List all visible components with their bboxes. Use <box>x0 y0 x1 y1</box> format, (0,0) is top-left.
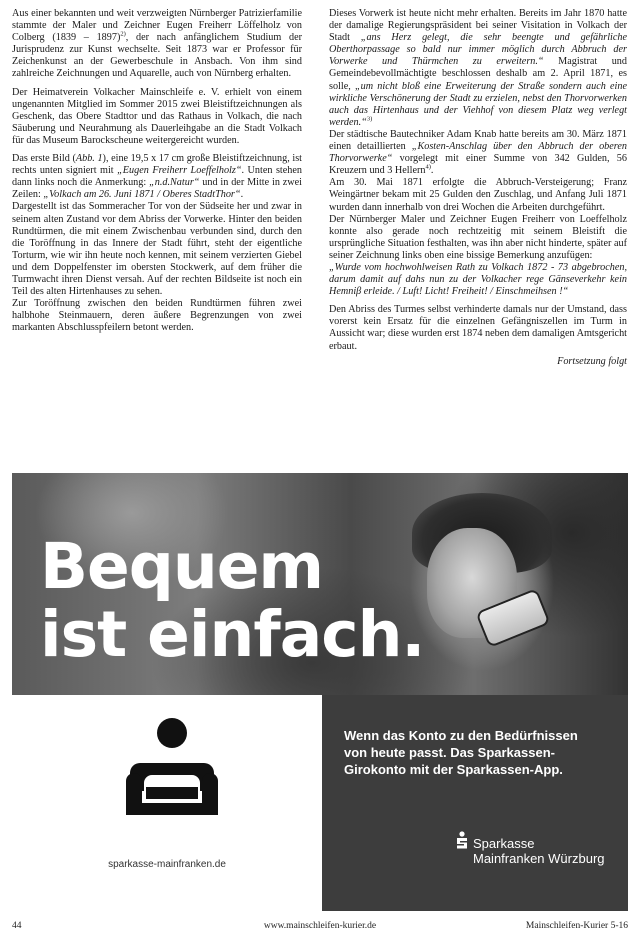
footer-issue: Mainschleifen-Kurier 5-16 <box>525 921 628 931</box>
article-left-column <box>12 8 302 340</box>
footnote-ref: 4) <box>425 163 431 171</box>
sparkasse-advertisement <box>12 473 628 911</box>
paragraph: Das erste Bild (Abb. 1), eine 19,5 x 17 cm große Bleistiftzeichnung, ist rechts unten signiert mit „Eugen Freiherr Loeffelholz“. Unten stehen dann links noch die Anmerkung: „n.d.Natur“ und in der Mitte in zwei Zeilen: „Volkach am 26. Juni 1871 / Oberes StadtThor“. <box>12 153 302 201</box>
ad-icon-panel <box>12 695 322 911</box>
footnote-ref: 3) <box>366 115 373 123</box>
figure-reference: Abb. 1 <box>75 153 103 165</box>
ad-headline: Bequem ist einfach. <box>40 530 425 671</box>
paragraph: Der Heimatverein Volkacher Mainschleife e. V. erhielt von einem ungenannten Mitglied im Sommer 2015 zwei Bleistiftzeichnungen als Geschenk, das Obere Stadttor und das Rathaus in Volkach, die nach Säuberung und Neurahmung als Dauerleihgabe an die Stadt Volkach für das Museum Barockscheune weitergereicht wurden. <box>12 86 302 146</box>
paragraph: Zur Toröffnung zwischen den beiden Rundtürmen führen zwei halbhohe Steinmauern, deren äußere Begrenzungen von zwei markanten Abschlusspfeilern betont werden. <box>12 298 302 334</box>
page-number: 44 <box>12 921 22 931</box>
paragraph: Aus einer bekannten und weit verzweigten Nürnberger Patrizierfamilie stammte der Maler und Zeichner Eugen Freiherr Löffelholz von Colberg (1839 – 1897)$^{2)}$, der nach anfänglichem Studium der Jurisprudenz zur Kunst wechselte. Seit 1873 war er Professor für Zeichenkunst an der Gewerbeschule in Ansbach. Von ihm sind zahlreiche Zeichnungen und Aquarelle, auch von Nürnberg erhalten. <box>12 8 303 80</box>
block-quote: „Wurde vom hochwohlweisen Rath zu Volkach 1872 - 73 abgebrochen, darum damit auf dahs nun zu der Volkacher rege Gänseverkehr kein Hemniβ erleide. / Luft! Licht! Freiheit! / Einschmeihsen !“ <box>329 261 627 298</box>
ad-copy: Wenn das Konto zu den Bedürfnissen von heute passt. Das Sparkassen- Girokonto mit der Sparkassen-App. <box>344 728 578 777</box>
continued-note: Fortsetzung folgt <box>557 355 627 367</box>
paragraph: Der städtische Bautechniker Adam Knab hatte bereits am 30. März 1871 einen detaillierten „Kosten-Anschlag über den Abbruch der oberen Thorvorwerke“ vorgelegt mit einer Summe von 342 Gulden, 56 Kreuzern und 3 Hellern$^{4)}$. <box>329 128 627 177</box>
paragraph: Am 30. Mai 1871 erfolgte die Abbruch-Versteigerung; Franz Weingärtner bekam mit 25 Gulden den Zuschlag, und Anfang Juli 1871 wurden dann innerhalb von drei Wochen die Arbeiten durchgeführt. <box>329 177 627 213</box>
ad-photo <box>12 473 628 695</box>
paragraph: Dargestellt ist das Sommeracher Tor von der Südseite her und zwar in seinem alten Zustand vor dem Abriss der Vorwerke. Hinter den beiden Rundtürmen, die mit einem Zwischenbau verbunden sind, durch den die Toröffnung in das Innere der Stadt führt, steht der eigentliche Torturm, wie wir ihn heute noch kennen, mit seinem verzierten Giebel und dem Doppelfenster im obersten Stockwerk, auf dem früher die Turmwacht ihren Dienst versah. Auf der rechten Bildseite ist noch ein Teil des alten Hirtenhauses zu sehen. <box>12 201 302 298</box>
page-footer <box>12 921 628 933</box>
paragraph: Dieses Vorwerk ist heute nicht mehr erhalten. Bereits im Jahr 1870 hatte der damalige Regierungspräsident bei seiner Visitation in Volkach der Stadt „ans Herz gelegt, die sehr beengte und gefährliche Oberthorpassage so bald nur immer möglich durch Abbruch der Vorwerke und Thürmchen zu erweitern.“ Magistrat und Gemeindebevollmächtigte beschlossen deshalb am 2. April 1871, es solle, „um nicht bloß eine Erweiterung der Straße sondern auch eine wirkliche Verschönerung der Stadt zu erzielen, nebst den Thorvorwerken auch das Hirtenhaus und der Viehhof von diesem Platz weg verlegt werden.“$^{3)}$ <box>329 8 627 128</box>
ad-url[interactable]: sparkasse-mainfranken.de <box>108 859 226 870</box>
paragraph: Den Abriss des Turmes selbst verhinderte damals nur der Umstand, dass vorerst kein Ersatz für die einzelnen Gefängniszellen im Turm in Aussicht war; diese wurden erst 1874 neben dem damaligen Amtsgericht erbaut. <box>329 304 627 352</box>
footnote-ref: 2) <box>120 30 126 38</box>
sparkasse-logo-icon <box>455 831 469 851</box>
paragraph: Der Nürnberger Maler und Zeichner Eugen Freiherr von Loeffelholz konnte also gerade noch rechtzeitig mit seinem Bleistift die ursprüngliche Situation festhalten, was ihn aber nicht hinderte, später auf seiner Zeichnung links oben eine bissige Bemerkung anzufügen: <box>329 213 627 261</box>
armchair-icon <box>122 715 222 827</box>
article-right-column <box>329 8 627 368</box>
brand-name: Sparkasse Mainfranken Würzburg <box>473 836 605 866</box>
ad-text-panel <box>322 695 628 911</box>
footer-website[interactable]: www.mainschleifen-kurier.de <box>263 921 377 931</box>
